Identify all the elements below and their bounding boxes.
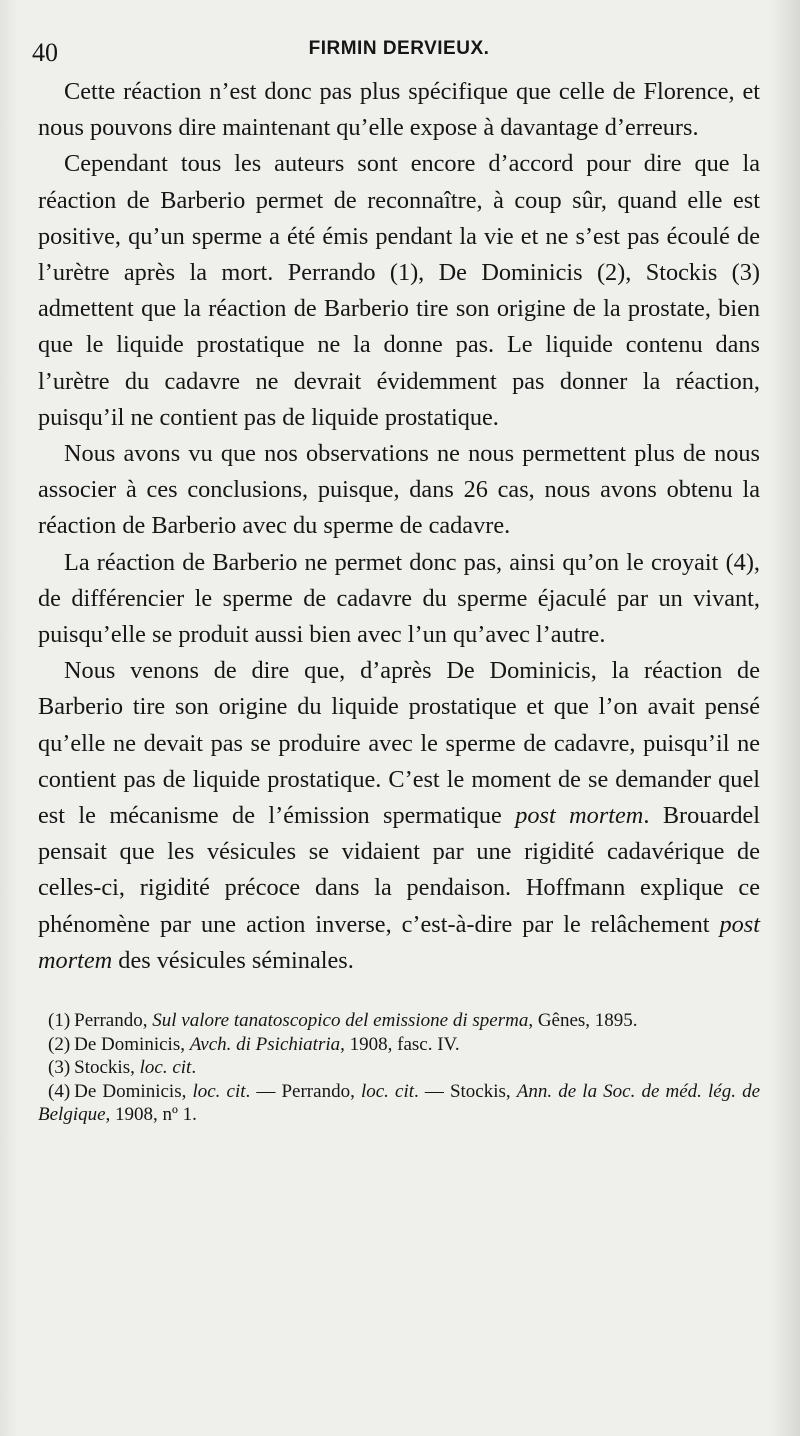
footnote-mark: (3)	[48, 1057, 71, 1079]
footnote-title: Sul valore tanatoscopico del emissione di sperma	[152, 1010, 529, 1032]
footnote-2	[38, 1033, 760, 1057]
footnote-text: , 1908, nº 1.	[105, 1104, 197, 1126]
footnote-mark: (1)	[48, 1010, 71, 1032]
footnote-text: De Dominicis,	[74, 1080, 193, 1102]
paragraph-text: Nous avons vu que nos observations ne nous permettent plus de nous associer à ces conclusions, puisque, dans 26 cas, nous avons obtenu la réaction de Barberio avec du sperme de cadavre.	[38, 440, 760, 540]
running-title: FIRMIN DERVIEUX.	[308, 38, 490, 59]
footnote-4	[38, 1080, 760, 1127]
body-text	[38, 74, 760, 979]
footnote-1	[38, 1009, 760, 1033]
footnote-title: loc. cit	[192, 1080, 246, 1102]
paragraph-1	[38, 74, 760, 146]
footnote-text: De Dominicis,	[74, 1033, 190, 1055]
footnote-text: .	[191, 1057, 197, 1079]
italic-term: post mortem	[515, 802, 644, 830]
footnote-text: . — Stockis,	[414, 1080, 517, 1102]
page-number: 40	[32, 38, 58, 67]
footnotes	[38, 1009, 760, 1127]
paragraph-text: Cette réaction n’est donc pas plus spécifique que celle de Florence, et nous pouvons dire maintenant qu’elle expose à davantage d’erreurs.	[38, 78, 760, 142]
footnote-title: loc. cit	[139, 1057, 192, 1079]
footnote-text: Stockis,	[74, 1057, 140, 1079]
paragraph-text: Cependant tous les auteurs sont encore d’accord pour dire que la réaction de Barberio permet de reconnaître, à coup sûr, quand elle est positive, qu’un sperme a été émis pendant la vie et ne s’est pas écoulé de l’urètre après la mort. Perrando (1), De Dominicis (2), Stockis (3) admettent que la réaction de Barberio tire son origine de la prostate, bien que le liquide prostatique ne la donne pas. Le liquide contenu dans l’urètre du cadavre ne devrait évidemment pas donner la réaction, puisqu’il ne contient pas de liquide prostatique.	[38, 150, 760, 431]
footnote-title: loc. cit	[360, 1080, 414, 1102]
footnote-mark: (2)	[48, 1033, 71, 1055]
footnote-3	[38, 1056, 760, 1080]
paragraph-text: Nous venons de dire que, d’après De Dominicis, la réaction de Barberio tire son origine du liquide prostatique et que l’on avait pensé qu’elle ne devait pas se produire avec le sperme de cadavre, puisqu’il ne contient pas de liquide prostatique. C’est le moment de se demander quel est le mécanisme de l’émission spermatique	[38, 657, 760, 830]
footnote-text: Perrando,	[74, 1010, 153, 1032]
paragraph-text: La réaction de Barberio ne permet donc pas, ainsi qu’on le croyait (4), de différencier le sperme de cadavre du sperme éjaculé par un vivant, puisqu’elle se produit aussi bien avec l’un qu’avec l’autre.	[38, 548, 760, 649]
footnote-text: . — Perrando,	[245, 1080, 361, 1102]
footnote-title: Avch. di Psichiatria	[189, 1033, 341, 1055]
paragraph-2	[38, 146, 760, 436]
paragraph-text: . Brouardel pensait que les vésicules se vidaient par une rigidité cadavérique de celles-ci, rigidité précoce dans la pendaison. Hoffmann explique ce phénomène par une action inverse, c’est-à-dire par le relâchement	[38, 802, 760, 938]
paragraph-4	[38, 545, 760, 654]
italic-term: post mortem	[38, 910, 760, 974]
paragraph-5	[38, 653, 760, 979]
running-head	[32, 34, 760, 67]
footnote-text: , 1908, fasc. IV.	[340, 1033, 460, 1055]
paragraph-text: des vésicules séminales.	[112, 946, 354, 974]
footnote-mark: (4)	[48, 1080, 71, 1102]
footnote-text: , Gênes, 1895.	[528, 1010, 638, 1032]
footnote-title: Ann. de la Soc. de méd. lég. de Belgique	[38, 1080, 761, 1126]
paragraph-3	[38, 436, 760, 545]
